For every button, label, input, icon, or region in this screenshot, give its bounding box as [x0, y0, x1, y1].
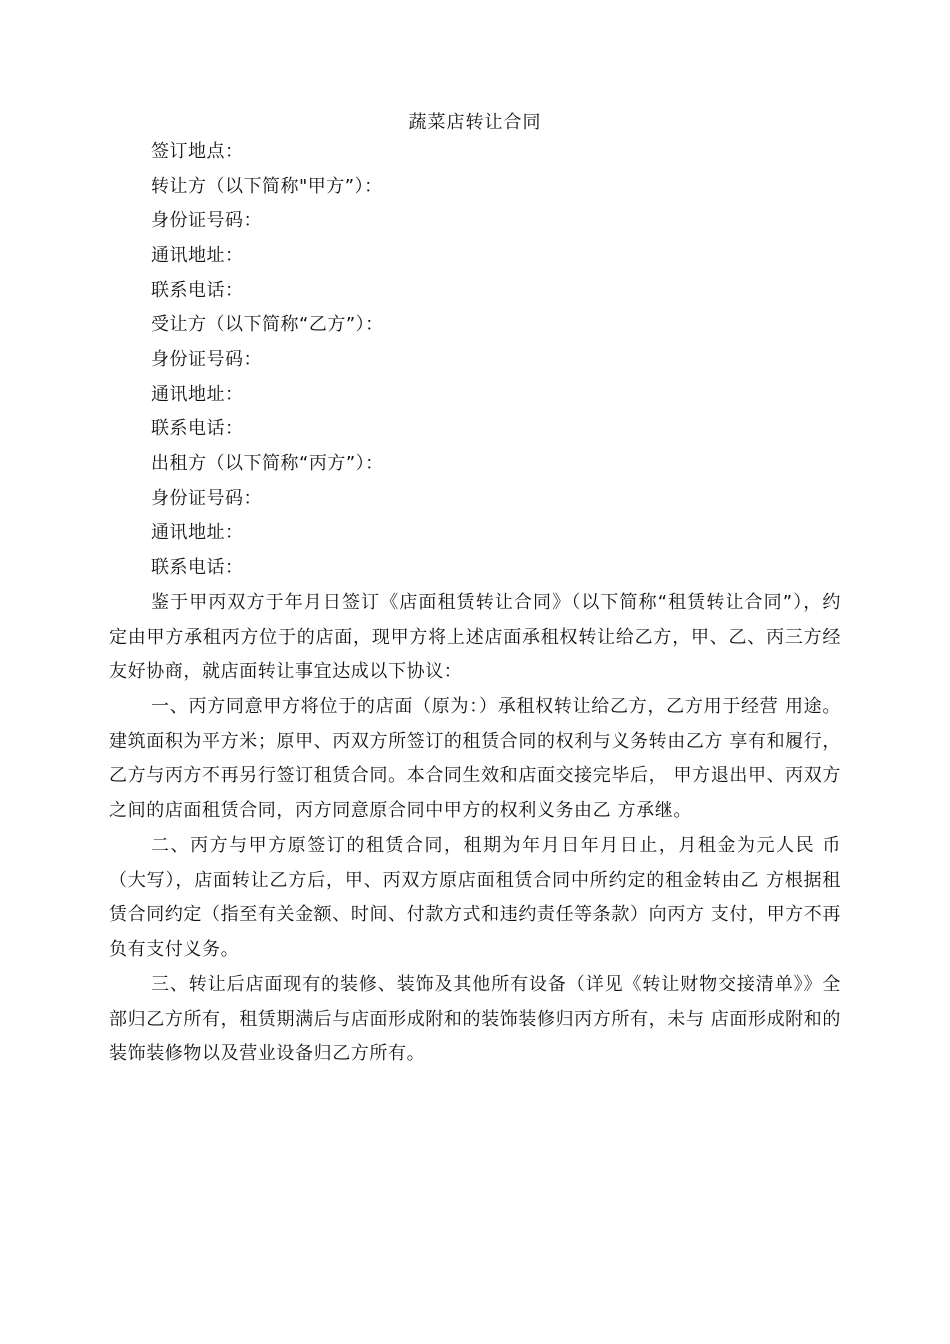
field-lessor-id: 身份证号码： — [151, 488, 262, 509]
field-lessor-phone: 联系电话： — [151, 557, 244, 578]
preamble-paragraph: 鉴于甲丙双方于年月日签订《店面租赁转让合同》（以下简称“租赁转让合同”），约定由甲方承租丙方位于的店面，现甲方将上述店面承租权转让给乙方，甲、乙、丙三方经友好协商，就店面转让事宜达成以下协议： — [109, 592, 841, 682]
clause-one-paragraph: 一、丙方同意甲方将位于的店面（原为：）承租权转让给乙方，乙方用于经营 用途。建筑面积为平方米；原甲、丙双方所签订的租赁合同的权利与义务转由乙方 享有和履行，乙方与丙方不再另行签订租赁合同。本合同生效和店面交接完毕后， 甲方退出甲、丙双方之间的店面租赁合同，丙方同意原合同中甲方的权利义务由乙 方承继。 — [109, 696, 841, 821]
clause-three-paragraph: 三、转让后店面现有的装修、装饰及其他所有设备（详见《转让财物交接清单》》全部归乙方所有，租赁期满后与店面形成附和的装饰装修归丙方所有，未与 店面形成附和的装饰装修物以及营业设备归乙方所有。 — [109, 974, 841, 1064]
field-transferee-phone: 联系电话： — [151, 418, 244, 439]
field-lessor: 出租方（以下简称“丙方”）： — [151, 453, 384, 474]
field-transferee-address: 通讯地址： — [151, 384, 244, 405]
document-title: 蔬菜店转让合同 — [408, 112, 542, 133]
field-transferor-id: 身份证号码： — [151, 210, 262, 231]
field-transferor-address: 通讯地址： — [151, 245, 244, 266]
field-transferor-phone: 联系电话： — [151, 280, 244, 301]
field-transferee-id: 身份证号码： — [151, 349, 262, 370]
clause-two-paragraph: 二、丙方与甲方原签订的租赁合同，租期为年月日年月日止，月租金为元人民 币（大写），店面转让乙方后，甲、丙双方原店面租赁合同中所约定的租金转由乙 方根据租赁合同约定（指至有关金额、时间、付款方式和违约责任等条款）向丙方 支付，甲方不再负有支付义务。 — [109, 835, 841, 960]
field-transferor: 转让方（以下简称"甲方”）： — [151, 176, 383, 197]
field-transferee: 受让方（以下简称“乙方”）： — [151, 314, 384, 335]
field-lessor-address: 通讯地址： — [151, 522, 244, 543]
field-signing-place: 签订地点： — [151, 141, 244, 162]
